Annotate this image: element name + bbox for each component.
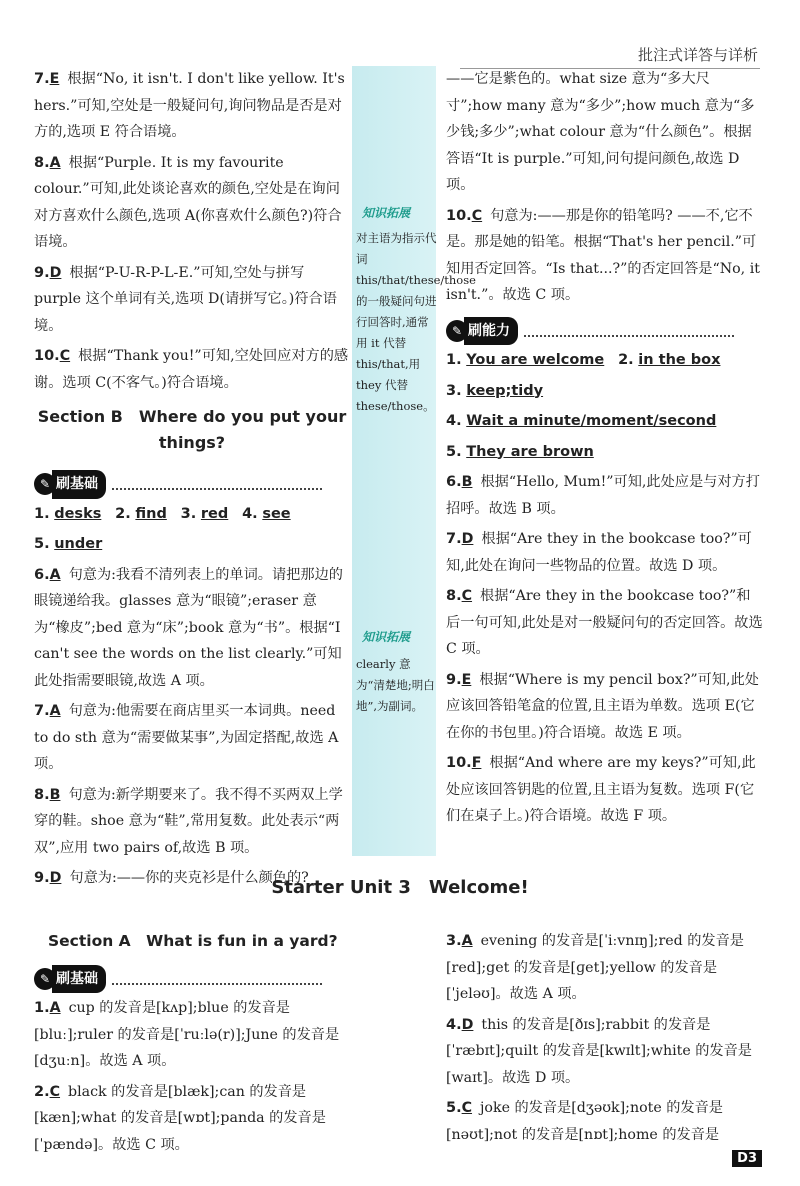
answer-item: 2.C black 的发音是[blæk];can 的发音是[kæn];what 的发音是[wɒt];panda 的发音是[ˈpændə]。故选 C 项。 (34, 1083, 326, 1153)
dotted-rule (524, 325, 734, 337)
knowledge-sidebar (352, 66, 476, 856)
answer-row: 5. under (34, 536, 103, 552)
bottom-right-column (446, 928, 764, 1152)
knowledge-note-1: 对主语为指示代词 this/that/these/those 的一般疑问句进行回答时,通常用 it 代替 this/that,用 they 代替 these/those。 (356, 231, 476, 413)
answer-item: 1.A cup 的发音是[kʌp];blue 的发音是[bluː];ruler 的发音是[ˈruːlə(r)];June 的发音是[dʒuːn]。故选 A 项。 (34, 1000, 340, 1069)
answer-item: 7.D 根据“Are they in the bookcase too?”可知,此处在询问一些物品的位置。故选 D 项。 (446, 531, 752, 574)
answer-item: 10.C 根据“Thank you!”可知,空处回应对方的感谢。选项 C(不客气。)符合语境。 (34, 348, 349, 391)
basic-practice-label: ✎ 刷基础 (34, 965, 322, 994)
knowledge-tag-1: 知识拓展 (362, 206, 411, 220)
answer-row: 1. desks 2. find 3. red 4. see (34, 505, 291, 522)
dotted-rule (112, 973, 322, 985)
pen-icon: ✎ (34, 968, 56, 990)
answer-item: 10.F 根据“And where are my keys?”可知,此处应该回答钥匙的位置,且主语为复数。选项 F(它们在桌子上。)符合语境。故选 F 项。 (446, 755, 756, 824)
section-heading: Section A What is fun in a yard? (48, 932, 338, 950)
answer-item: 6.A 句意为:我看不清列表上的单词。请把那边的眼镜递给我。glasses 意为“眼镜”;eraser 意为“橡皮”;bed 意为“床”;book 意为“书”。根据“I can't see the words on the list clearly.”可知此处指需要眼镜,故选 A 项。 (34, 566, 343, 689)
left-column (34, 66, 350, 896)
page-number: D3 (732, 1150, 762, 1167)
unit-title: Starter Unit 3 Welcome! (271, 877, 529, 898)
answer-item: 9.D 句意为:——你的夹克衫是什么颜色的? (34, 870, 309, 886)
answer-item: 9.D 根据“P-U-R-P-L-E.”可知,空处与拼写 purple 这个单词有关,选项 D(请拼写它。)符合语境。 (34, 264, 337, 334)
page-header-title: 批注式详答与详析 (637, 46, 758, 64)
answer-row: 1. You are welcome 2. in the box (446, 352, 721, 368)
basic-practice-label: ✎ 刷基础 (34, 470, 322, 499)
bottom-left-column (34, 928, 350, 1162)
answer-item: 9.E 根据“Where is my pencil box?”可知,此处应该回答铅笔盒的位置,且主语为单数。选项 E(它在你的书包里。)符合语境。故选 E 项。 (446, 671, 759, 741)
answer-item: 7.E 根据“No, it isn't. I don't like yellow. It's hers.”可知,空处是一般疑问句,询问物品是否是对方的,选项 E 符合语境。 (34, 71, 345, 140)
dotted-rule (112, 478, 322, 490)
pen-icon: ✎ (446, 320, 468, 342)
ability-practice-label: ✎ 刷能力 (446, 317, 734, 346)
pen-icon: ✎ (34, 473, 56, 495)
answer-item: 10.C 句意为:——那是你的铅笔吗? ——不,它不是。那是她的铅笔。根据“That's her pencil.”可知用否定回答。“Is that...?”的否定回答是“No, it isn't.”。故选 C 项。 (446, 207, 760, 303)
answer-item: 7.A 句意为:他需要在商店里买一本词典。need to do sth 意为“需要做某事”,为固定搭配,故选 A 项。 (34, 703, 339, 772)
answer-item: 8.A 根据“Purple. It is my favourite colour.”可知,此处谈论喜欢的颜色,空处是在询问对方喜欢什么颜色,选项 A(你喜欢什么颜色?)符合语境。 (34, 154, 342, 250)
answer-item: 4.D this 的发音是[ðɪs];rabbit 的发音是[ˈræbɪt];quilt 的发音是[kwɪlt];white 的发音是[waɪt]。故选 D 项。 (446, 1016, 752, 1086)
knowledge-tag-2: 知识拓展 (362, 630, 411, 644)
right-column (446, 66, 764, 834)
knowledge-note-2: clearly 意为“清楚地;明白地”,为副词。 (356, 657, 435, 713)
answer-item: 3.A evening 的发音是[ˈiːvnɪŋ];red 的发音是[red];get 的发音是[ɡet];yellow 的发音是[ˈjeləʊ]。故选 A 项。 (446, 933, 744, 1002)
answer-row: 4. Wait a minute/moment/second (446, 413, 717, 429)
answer-row: 3. keep;tidy (446, 382, 544, 399)
answer-continuation: ——它是紫色的。what size 意为“多大尺寸”;how many 意为“多少”;how much 意为“多少钱;多少”;what colour 意为“什么颜色”。根据答语“It is purple.”可知,问句提问颜色,故选 D 项。 (446, 71, 755, 193)
answer-item: 8.B 句意为:新学期要来了。我不得不买两双上学穿的鞋。shoe 意为“鞋”,常用复数。此处表示“两双”,应用 two pairs of,故选 B 项。 (34, 786, 343, 856)
answer-item: 8.C 根据“Are they in the bookcase too?”和后一句可知,此处是对一般疑问句的否定回答。故选 C 项。 (446, 588, 763, 657)
answer-item: 5.C joke 的发音是[dʒəʊk];note 的发音是[nəʊt];not 的发音是[nɒt];home 的发音是 (446, 1100, 723, 1143)
answer-item: 6.B 根据“Hello, Mum!”可知,此处应是与对方打招呼。故选 B 项。 (446, 474, 760, 517)
section-heading: Section B Where do you put your things? (37, 407, 347, 452)
answer-row: 5. They are brown (446, 443, 594, 460)
